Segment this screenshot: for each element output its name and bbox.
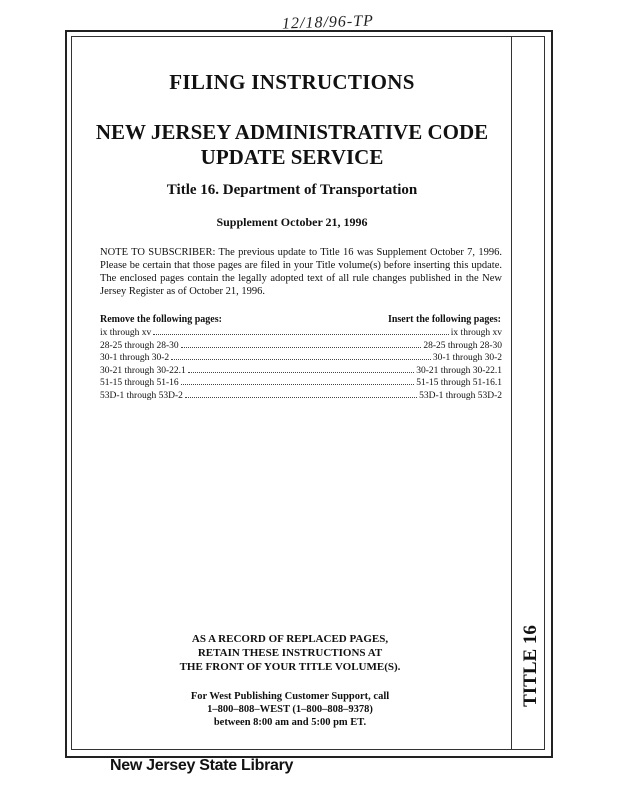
leader-dots	[188, 364, 414, 373]
insert-pages-header: Insert the following pages:	[387, 314, 501, 325]
record-line: AS A RECORD OF REPLACED PAGES,	[191, 633, 389, 645]
code-title-line2: UPDATE SERVICE	[200, 145, 384, 169]
insert-range: ix through xv	[450, 328, 502, 338]
note-paragraph: NOTE TO SUBSCRIBER: The previous update to Title 16 was Supplement October 7, 1996. Please be certain that those pages are filed in your Title volume(s) before inserting this update. The enclosed pages contain the legally adopted text of all rule changes published in the New Jersey Register as of October 21, 1996.	[100, 247, 502, 297]
page-row	[100, 376, 502, 389]
remove-range: 30-21 through 30-22.1	[100, 365, 186, 376]
page-row	[100, 364, 502, 377]
filing-instructions-heading: FILING INSTRUCTIONS	[169, 70, 415, 94]
leader-dots	[171, 351, 431, 360]
insert-range: 30-21 through 30-22.1	[416, 365, 502, 376]
page-list	[100, 326, 502, 401]
support-line: between 8:00 am and 5:00 pm ET.	[213, 717, 367, 728]
page-row	[100, 326, 502, 339]
title-department-line: Title 16. Department of Transportation	[166, 182, 418, 198]
supplement-date: Supplement October 21, 1996	[216, 215, 368, 229]
code-title	[72, 120, 512, 170]
support-line: 1–800–808–WEST (1–800–808–9378)	[207, 704, 373, 715]
handwritten-date-note: 12/18/96-TP	[281, 12, 375, 33]
remove-range: 51-15 through 51-16	[100, 378, 179, 388]
side-title-tab: TITLE 16	[520, 625, 541, 707]
remove-range: 53D-1 through 53D-2	[100, 390, 183, 401]
remove-pages-header: Remove the following pages:	[100, 314, 222, 325]
record-line: THE FRONT OF YOUR TITLE VOLUME(S).	[179, 661, 401, 673]
record-instructions	[150, 632, 430, 674]
leader-dots	[181, 376, 415, 385]
insert-range: 51-15 through 51-16.1	[416, 378, 502, 388]
subscriber-note	[100, 246, 502, 298]
page-row	[100, 389, 502, 402]
remove-range: ix through xv	[100, 328, 152, 338]
leader-dots	[181, 339, 422, 348]
record-line: RETAIN THESE INSTRUCTIONS AT	[197, 647, 383, 659]
insert-range: 30-1 through 30-2	[432, 353, 502, 363]
insert-range: 28-25 through 28-30	[423, 340, 502, 351]
customer-support-info	[150, 690, 430, 729]
insert-range: 53D-1 through 53D-2	[419, 390, 502, 401]
leader-dots	[185, 389, 417, 398]
code-title-line1: NEW JERSEY ADMINISTRATIVE CODE	[95, 120, 489, 144]
page-row	[100, 351, 502, 364]
leader-dots	[153, 326, 449, 335]
remove-range: 30-1 through 30-2	[100, 353, 170, 363]
page-row	[100, 339, 502, 352]
support-line: For West Publishing Customer Support, call	[190, 691, 390, 702]
library-stamp: New Jersey State Library	[110, 757, 294, 774]
remove-range: 28-25 through 28-30	[100, 340, 179, 351]
